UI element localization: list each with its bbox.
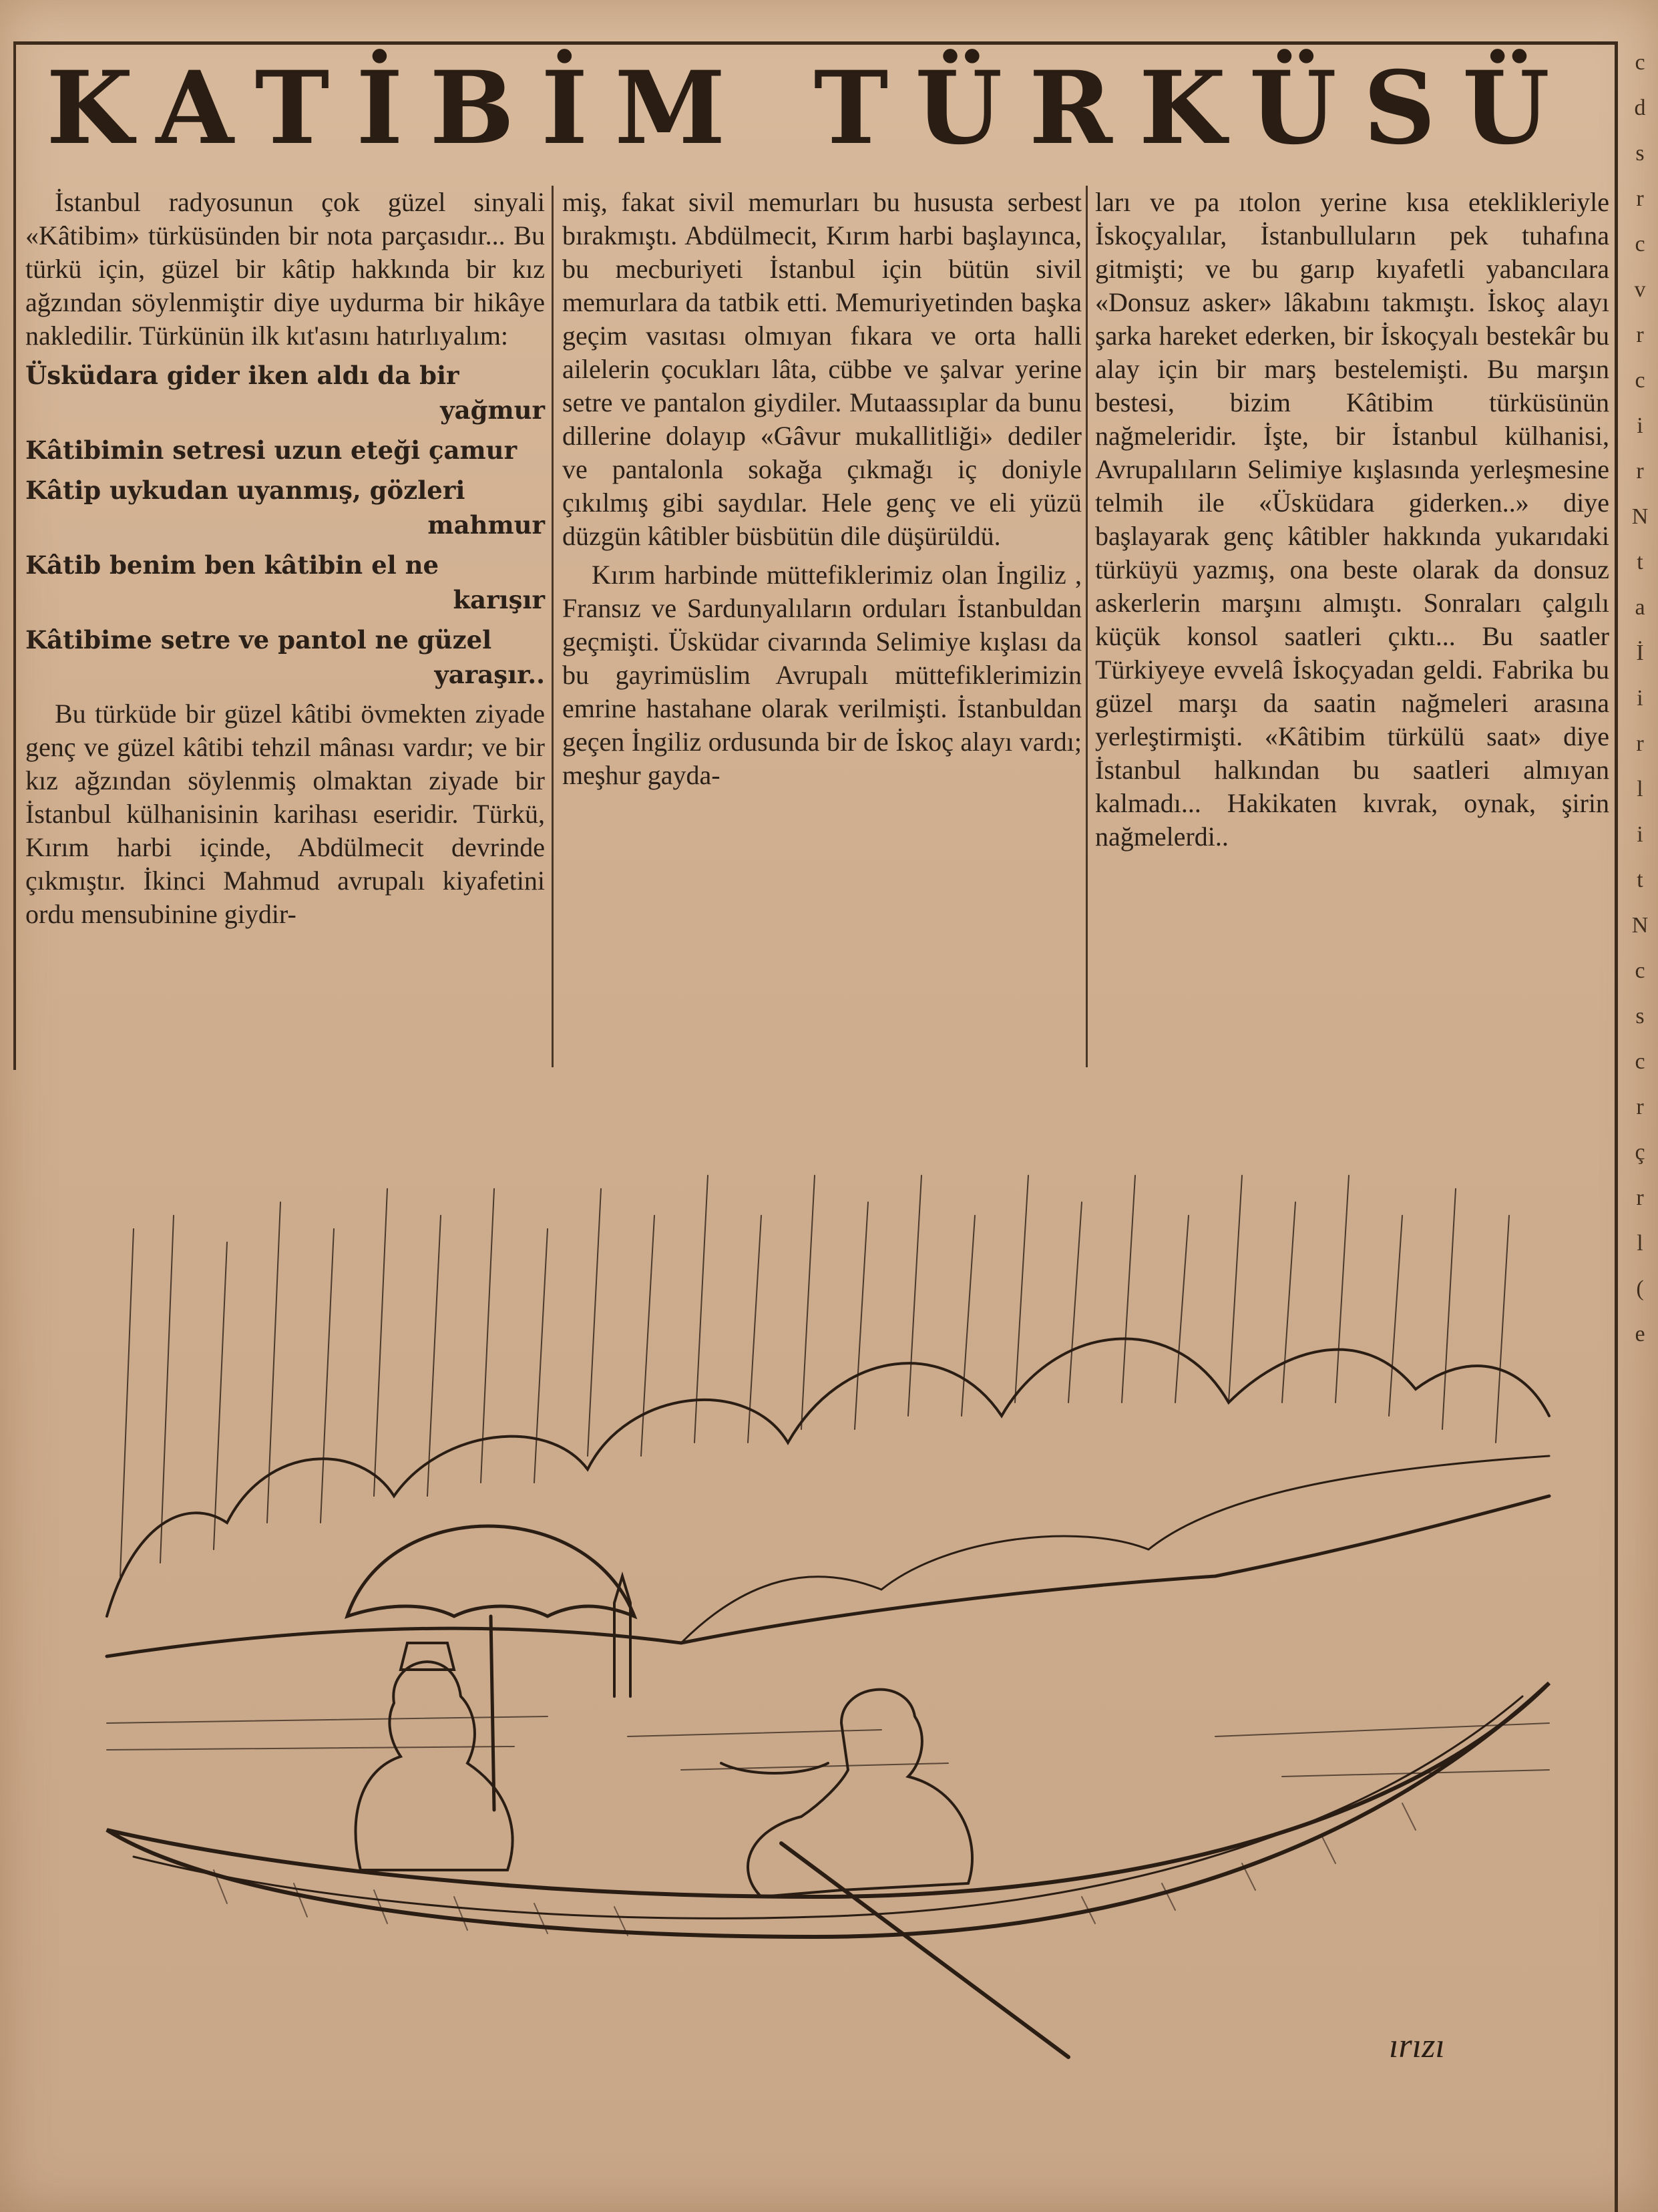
column-divider [552, 186, 554, 1067]
margin-character: c [1635, 50, 1645, 75]
article-column-3 [1095, 186, 1609, 859]
margin-character: c [1635, 368, 1645, 393]
margin-character: N [1631, 913, 1649, 938]
paragraph: ları ve pa ıtolon yerine kısa eteklikleriyle İskoçyalılar, İstanbulluların pek tuhafına gitmişti; ve bu garıp kıyafetli yabancılara «Donsuz asker» lâkabını takmıştı. İskoç alayı şarka hareket ederken, bir İskoçyalı bestekâr bu alay için bir marş bestelemişti. Bu marşın bestesi, bizim Kâtibim türküsünün nağmeleridir. İşte, bir İstanbul külhanisi, Avrupalıların Selimiye kışlasında yerleşmesine telmih ile «Üsküdara giderken..» diye başlayarak genç kâtibler hakkında yukarıdaki türküyü yazmış, ona beste olarak da donsuz askerlerin marşını almıştı. Sonraları çalgılı küçük konsol saatleri çıktı... Bu saatler Türkiyeye evvelâ İskoçyadan geldi. Fabrika bu güzel marşı da saatin nağmeleri arasına yerleştirmişti. «Kâtibim türkülü saat» diye İstanbul halkından bu saatleri almıyan kalmadı... Hakikaten kıvrak, oynak, şirin nağmelerdi.. [1095, 187, 1609, 852]
rain-lines [120, 1175, 1509, 1576]
paragraph: Bu türküde bir güzel kâtibi övmekten ziyade genç ve güzel kâtibi tehzil mânası vardır; ve bir kız ağzından söylenmiş olmaktan ziyade bir İstanbul külhanisinin karihası eseridir. Türkü, Kırım harbi içinde, Abdülmecit devrinde çıkmıştır. İkinci Mahmud avrupalı kiyafetini ordu mensubinine giydir- [25, 699, 545, 929]
oar [781, 1843, 1068, 2057]
verse-block [25, 358, 545, 692]
umbrella-handle [491, 1616, 494, 1810]
margin-character: r [1636, 459, 1644, 484]
margin-character: e [1635, 1322, 1645, 1346]
verse-line: Kâtibime setre ve pantol ne güzel yaraşır.. [25, 625, 545, 689]
top-rule [13, 41, 1616, 45]
boat-rim [134, 1696, 1522, 1918]
verse-line: Kâtibimin setresi uzun eteği çamur [25, 435, 517, 465]
margin-character: s [1635, 141, 1645, 166]
margin-character: r [1636, 1185, 1644, 1210]
caique-boat [107, 1683, 1549, 1937]
fez-hat [401, 1643, 454, 1670]
margin-character: i [1637, 686, 1643, 711]
margin-character: İ [1636, 640, 1644, 665]
margin-character: c [1635, 232, 1645, 256]
adjacent-article-fragment [1627, 40, 1653, 1346]
margin-character: c [1635, 958, 1645, 983]
artist-signature: ırızı [1389, 2027, 1445, 2065]
margin-character: v [1634, 277, 1646, 302]
verse-line: Üsküdara gider iken aldı da bir yağmur [25, 361, 545, 425]
margin-character: l [1637, 777, 1643, 801]
margin-character: t [1637, 868, 1643, 892]
article-column-1 [25, 186, 545, 936]
margin-character: r [1636, 1095, 1644, 1119]
column-divider [1086, 186, 1088, 1067]
umbrella [347, 1526, 634, 1616]
margin-character: r [1636, 731, 1644, 756]
margin-character: r [1636, 323, 1644, 347]
margin-character: l [1637, 1231, 1643, 1256]
water-lines [107, 1716, 1549, 1777]
margin-character: d [1634, 96, 1646, 120]
margin-character: i [1637, 822, 1643, 847]
paragraph: İstanbul radyosunun çok güzel sinyali «Kâtibim» türküsünden bir nota parçasıdır... Bu türkü için, güzel bir kâtip hakkında bir kız ağzından söylenmiştir diye uydurma bir hikâye nakledilir. Türkünün ilk kıt'asını hatırlıyalım: [25, 187, 545, 351]
boat-illustration [80, 1149, 1563, 2084]
margin-character: t [1637, 550, 1643, 574]
margin-character: ( [1636, 1276, 1644, 1301]
paragraph: miş, fakat sivil memurları bu hususta serbest bırakmıştı. Abdülmecit, Kırım harbi başlayınca, bu mecburiyeti İstanbul için bütün sivil memurlara da tatbik etti. Memuriyetinden başka geçim vasıtası olmıyan fıkara ve orta halli ailelerin çocukları lâta, cübbe ve şalvar yerine setre ve pantalon giydiler. Mutaassıplar da bunu dillerine dolayıp «Gâvur mukallitliği» dediler ve pantalonla sokağa çıkmağı iç doniyle çıkılmış gibi saydılar. Hele genç ve eli yüzü düzgün kâtibler büsbütün dile düşürüldü. [562, 187, 1082, 551]
verse-line: Kâtib benim ben kâtibin el ne karışır [25, 550, 545, 614]
margin-character: a [1635, 595, 1645, 620]
margin-character: r [1636, 186, 1644, 211]
woman-figure [356, 1662, 513, 1870]
right-rule [1615, 41, 1618, 2212]
left-rule [13, 41, 16, 1070]
rower-figure [748, 1690, 972, 1897]
verse-line: Kâtip uykudan uyanmış, gözleri mahmur [25, 476, 545, 540]
margin-character: i [1637, 413, 1643, 438]
margin-character: s [1635, 1004, 1645, 1029]
headline: KATİBİM TÜRKÜSÜ [46, 49, 1577, 167]
shore-hills [681, 1456, 1549, 1643]
margin-character: ç [1635, 1140, 1645, 1165]
margin-character: c [1635, 1049, 1645, 1074]
article-column-2 [562, 186, 1082, 797]
paragraph: Kırım harbinde müttefiklerimiz olan İngiliz , Fransız ve Sardunyalıların orduları İstanbuldan geçmişti. Üsküdar civarında Selimiye kışlası da bu gayrimüslim Avrupalı müttefiklerimizin emrine hastahane olarak verilmişti. İstanbuldan geçen İngiliz ordusunda bir de İskoç alayı vardı; meşhur gayda- [562, 560, 1082, 790]
margin-character: N [1631, 504, 1649, 529]
